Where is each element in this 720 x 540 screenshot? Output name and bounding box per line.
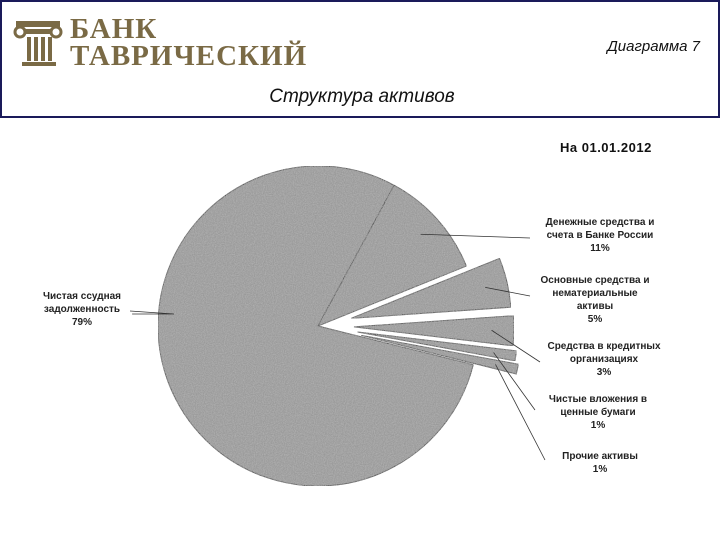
slice-label-text: Чистые вложения в [548,394,648,405]
slice-value-label: 79% [71,317,92,328]
slice-value-label: 3% [596,367,612,378]
slice-label-2 [525,216,675,255]
slice-value-label: 1% [590,420,606,431]
slice-label-3 [520,274,670,326]
slice-label-4 [529,340,679,379]
pie-slices [158,166,518,486]
slice-label-text: Основные средства и [540,275,650,286]
slice-label-text: Прочие активы [562,451,638,462]
diagram-number: Диаграмма 7 [607,38,700,55]
slice-label-1 [7,290,157,329]
slice-label-text: Денежные средства и [545,217,655,228]
slice-value-label: 11% [590,243,610,254]
slice-label-text: Средства в кредитных [547,341,661,352]
slice-label-text: нематериальные [552,288,638,299]
slice-label-text: счета в Банке России [546,230,654,241]
logo-line-1: БАНК [70,13,158,45]
slice-value-label: 5% [587,314,603,325]
chart-title: Структура активов [269,86,455,107]
slice-label-5 [523,393,673,432]
chart-date-subtitle: На 01.01.2012 [560,140,652,155]
slice-label-text: Чистая ссудная [42,291,122,302]
slice-label-text: организациях [569,354,639,365]
slice-label-text: задолженность [43,304,121,315]
slice-label-6 [525,450,675,476]
slice-label-text: активы [576,301,614,312]
logo-line-2: ТАВРИЧЕСКИЙ [70,40,308,72]
slice-label-text: ценные бумаги [560,407,636,418]
slice-value-label: 1% [592,464,608,475]
